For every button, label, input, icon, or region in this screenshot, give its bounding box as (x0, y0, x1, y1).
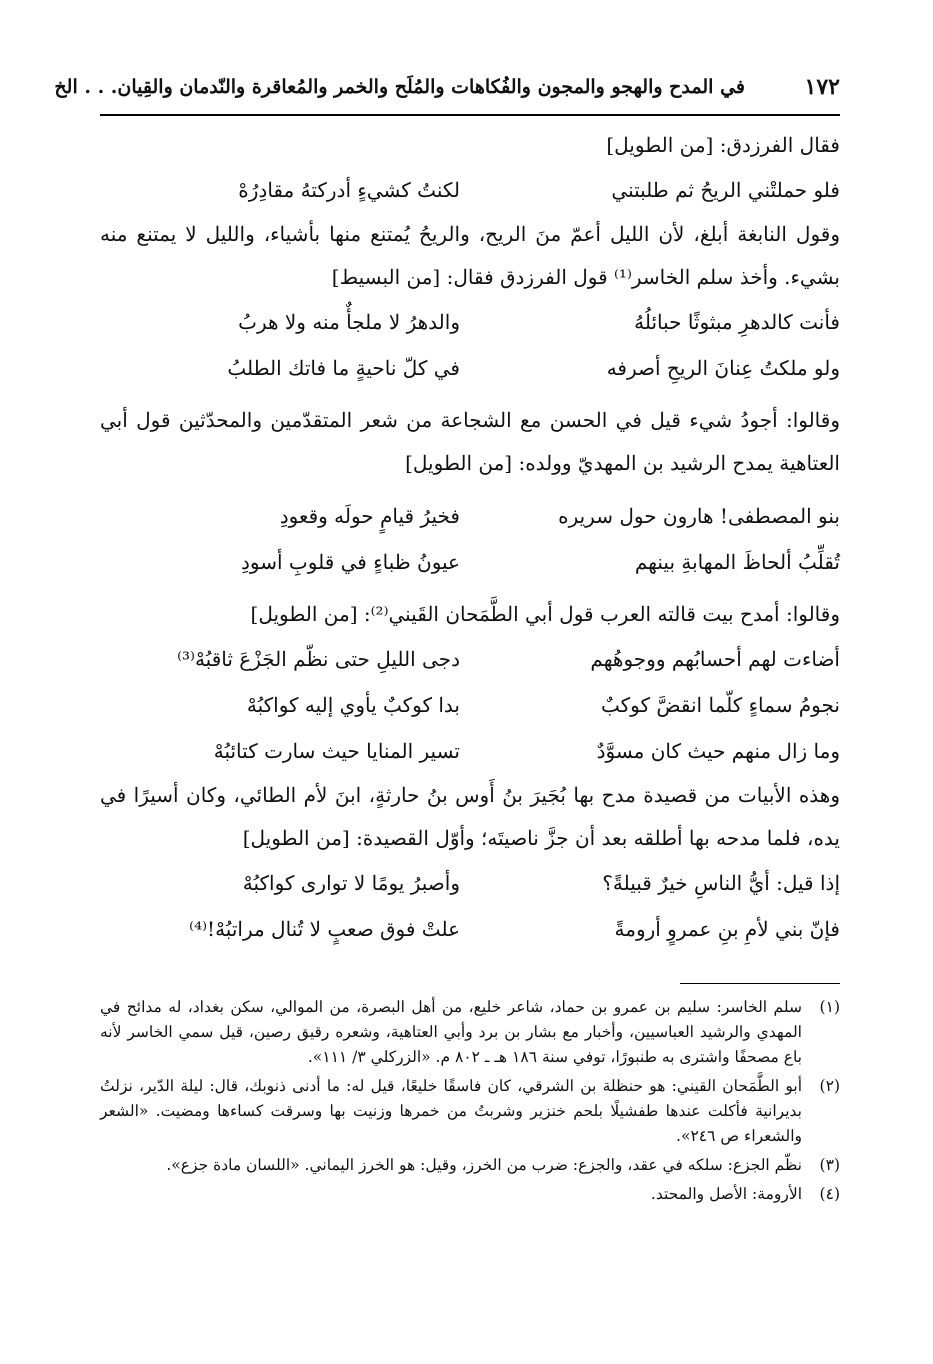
verse-second-hemistich: بدا كوكبٌ يأوي إليه كواكبُهْ (246, 692, 460, 717)
footnote-text: نظّم الجزع: سلكه في عقد، والجزع: ضرب من الخرز، وقيل: هو الخرز اليماني. «اللسان مادة جزع». (166, 1156, 802, 1174)
verse-first-hemistich: فلو حملتْني الريحُ ثم طلبتني (611, 177, 840, 202)
verse-line (100, 860, 840, 906)
verse-first-hemistich: بنو المصطفى! هارون حول سريره (558, 503, 840, 528)
footnote (100, 1074, 840, 1149)
paragraph: وقول النابغة أبلغ، لأن الليل أعمّ منَ الريح، والريحُ يُمتنع منها بأشياء، والليل لا يمتنع منه بشيء. وأخذ سلم الخاسر⁽¹⁾ قول الفرزدق فقال: [من البسيط] (100, 222, 840, 289)
verse-line (100, 299, 840, 345)
verse-first-hemistich: وما زال منهم حيث كان مسوَّدٌ (596, 738, 840, 763)
footnote-number: (٢) (819, 1077, 840, 1095)
footnotes (100, 995, 840, 1211)
verse-first-hemistich: نجومُ سماءٍ كلّما انقضَّ كوكبٌ (601, 692, 840, 717)
page-header (54, 70, 840, 110)
footnote-text: سلم الخاسر: سليم بن عمرو بن حماد، شاعر خليع، من أهل البصرة، من الموالي، سكن بغداد، له مدائح في المهدي والرشيد العباسيين، وأخبار مع بشار بن برد وأبي العتاهية، وشعره رقيق رصين، قيل سمي الخاسر لأنه باع مصحفًا واشترى به طنبورًا، توفي سنة ١٨٦ هـ ـ ٨٠٢ م. «الزركلي ٣/ ١١١». (100, 998, 802, 1066)
verse-second-hemistich: علتْ فوق صعبٍ لا تُنال مراتبُهْ!⁽⁴⁾ (189, 916, 460, 941)
footnote-separator (680, 983, 840, 984)
header-rule (100, 114, 840, 116)
verse-second-hemistich: وأصبرُ يومًا لا توارى كواكبُهْ (242, 870, 460, 895)
running-title: في المدح والهجو والمجون والفُكاهات والمُلَح والخمر والمُعاقرة والنّدمان والقِيان. . . الخ (54, 76, 745, 98)
verse-first-hemistich: فإنّ بني لأمِ بنِ عمروٍ أرومةً (614, 916, 840, 941)
verse-line (100, 636, 840, 682)
paragraph: وقالوا: أجودُ شيء قيل في الحسن مع الشجاعة من شعر المتقدّمين والمحدّثين قول أبي العتاهية يمدح الرشيد بن المهديّ وولده: [من الطويل] (100, 408, 840, 475)
verse-line (100, 345, 840, 391)
main-text (100, 124, 840, 952)
verse-second-hemistich: لكنتُ كشيءٍ أدركتهُ مقادِرُهْ (238, 177, 460, 202)
footnote-number: (٤) (819, 1185, 840, 1203)
verse-second-hemistich: في كلّ ناحيةٍ ما فاتك الطلبُ (227, 355, 460, 380)
verse-line (100, 539, 840, 585)
footnote-text: أبو الطَّمَحان القيني: هو حنظلة بن الشرقي، كان فاسقًا خليعًا، قيل له: ما أدنى ذنوبك، قال: ليلة الدّير، نزلتُ بديرانية فأكلت عندها طفشيلًا بلحم خنزير وشربتُ من خمرها وزنيت بها وسرقت كساءها ومضيت. «الشعر والشعراء ص ٢٤٦». (100, 1077, 802, 1145)
verse-line (100, 906, 840, 952)
verse-second-hemistich: دجى الليلِ حتى نظّم الجَزْعَ ثاقبُهْ⁽³⁾ (177, 646, 460, 671)
verse-line (100, 493, 840, 539)
verse-second-hemistich: تسير المنايا حيث سارت كتائبُهْ (213, 738, 460, 763)
intro-line: فقال الفرزدق: [من الطويل] (606, 133, 840, 157)
paragraph: وقالوا: أمدح بيت قالته العرب قول أبي الطَّمَحان القَيني⁽²⁾: [من الطويل] (250, 602, 840, 626)
verse-first-hemistich: إذا قيل: أيُّ الناسِ خيرٌ قبيلةً؟ (602, 870, 840, 895)
verse-first-hemistich: أضاءت لهم أحسابُهم ووجوهُهم (590, 646, 840, 671)
verse-line (100, 682, 840, 728)
verse-line (100, 167, 840, 213)
paragraph: وهذه الأبيات من قصيدة مدح بها بُجَيرَ بنُ أَوس بنُ حارثةٍ، ابنَ لأم الطائي، وكان أسيرًا في يده، فلما مدحه بها أطلقه بعد أن جزَّ ناصيتَه؛ وأوّل القصيدة: [من الطويل] (100, 783, 840, 850)
verse-second-hemistich: عيونُ ظباءٍ في قلوبِ أسودِ (241, 549, 460, 574)
footnote-number: (١) (819, 998, 840, 1016)
verse-second-hemistich: فخيرُ قيامٍ حولَه وقعودِ (279, 503, 460, 528)
verse-line (100, 728, 840, 774)
footnote (100, 995, 840, 1070)
verse-first-hemistich: فأنت كالدهرِ مبثوثًا حبائلُهُ (634, 309, 840, 334)
page-number: ١٧٢ (804, 74, 840, 100)
verse-second-hemistich: والدهرُ لا ملجأٌ منه ولا هربُ (238, 309, 460, 334)
footnote (100, 1182, 840, 1207)
footnote-text: الأرومة: الأصل والمحتد. (650, 1185, 802, 1203)
verse-first-hemistich: تُقلِّبُ ألحاظَ المهابةِ بينهم (634, 549, 840, 574)
footnote (100, 1153, 840, 1178)
footnote-number: (٣) (819, 1156, 840, 1174)
verse-first-hemistich: ولو ملكتُ عِنانَ الريحِ أصرفه (606, 355, 840, 380)
